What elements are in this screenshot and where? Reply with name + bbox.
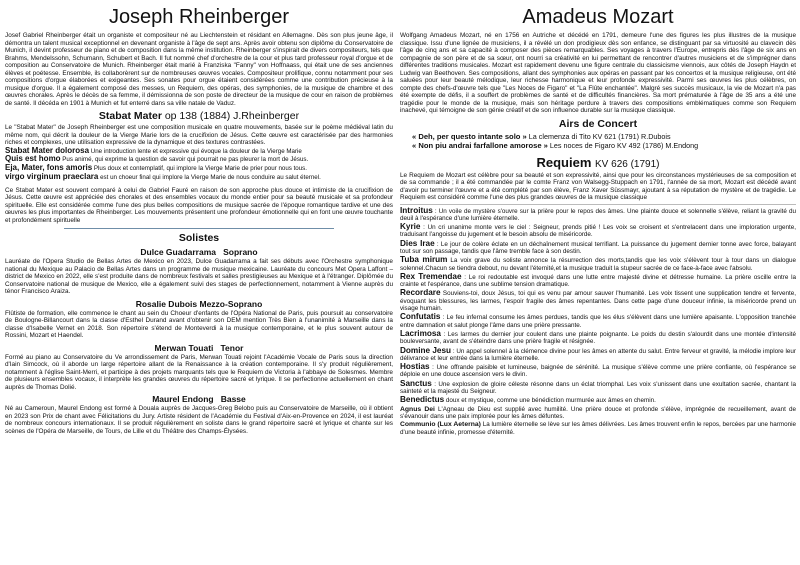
- movement-name: Dies Irae: [400, 238, 435, 248]
- requiem-movement: [400, 207, 796, 223]
- movement-desc: : Une explosion de gloire céleste résonne dans un éclat triomphal. Les voix s'unissent dans une exultation sacrée, chantant la sainteté et la majesté du Seigneur.: [400, 380, 796, 396]
- movement-name: Stabat Mater dolorosa: [5, 145, 90, 155]
- rheinberger-title: Joseph Rheinberger: [108, 6, 290, 28]
- soloist-bio: Formé au piano au Conservatoire du Ve arrondissement de Paris, Merwan Touati rejoint l'Académie Vocale de Paris sous la direction d'Iain Simcock, où il aborde un large répertoire allant de la Renaissance à la création contemporaine. Il s'y produit régulièrement, notamment à l'église Saint-Merri, et participe à des projets marquants tels que le Requiem de Victoria à l'abbaye de Solesmes. Membre de plusieurs ensembles vocaux, il interprète les grandes œuvres du répertoire sacré et lyrique. Il se perfectionne actuellement en chant auprès de Thomas Dolié.: [5, 353, 393, 391]
- movement-name: Recordare: [400, 288, 441, 298]
- movement-desc: Souviens-toi, doux Jésus, toi qui es venu par amour sauver l'humanité. Les voix tissent une supplication tendre et fervente, évoquant les blessures, les larmes, l'espoir fragile des âmes repentantes. Dans cette page d'une douceur infinie, la miséricorde prend un visage humain.: [400, 290, 796, 313]
- rheinberger-bio: Josef Gabriel Rheinberger était un organiste et compositeur né au Liechtenstein et résidant en Allemagne. Dès son plus jeune âge, il démontra un talent musical exceptionnel en devenant organiste à l'âge de sept ans. Après avoir obtenu son diplôme du Conservatoire de Munich, il devint professeur de piano et de composition dans la même institution. Rheinberger s'inspirait de divers compositeurs, tels que Brahms, Mendelssohn, Schumann, Schubert et Bach. Il fut nommé chef d'orchestre de la cour et plus tard professeur royal d'orgue et de composition au Conservatoire de Munich. Rheinberger était marié à Franziska "Fanny" von Hoffnaass, qui était une de ses anciennes élèves et poétesse. Ensemble, ils collaborèrent sur de nombreuses œuvres vocales. Compositeur prolifique, connu notamment pour ses compositions d'orgue élaborées et exigeantes. Ses sonates pour orgue étaient considérées comme une contribution précieuse à la musique d'orgue. Il a également composé des messes, un Requiem, des opéras, des symphonies, de la musique de chambre et des œuvres chorales. Après le décès de sa femme, il démissionna de son poste de directeur de la musique de cour en raison de problèmes de santé. Il décéda en 1901 à Munich et fut enterré dans sa ville natale de Vaduz.: [5, 32, 393, 107]
- requiem-movement: [400, 313, 796, 329]
- aria-title: « Deh, per questo intante solo »: [412, 131, 527, 141]
- soloist-name: Merwan Touati: [154, 342, 214, 353]
- movement-desc: : Une offrande paisible et lumineuse, baignée de sérénité. La musique s'élève comme une prière confiante, où l'espérance se déploie en une douce ascension vers le divin.: [400, 364, 796, 379]
- movement-name: Domine Jesu: [400, 345, 452, 355]
- soloist-voice: Soprano: [223, 247, 258, 258]
- soloist-bio: Né au Cameroun, Maurel Endong est formé à Douala auprès de Jacques-Greg Belobo puis au Conservatoire de Marseille, où il obtient en 2023 son Prix de chant avec Félicitations du Jury. Artiste résident de l'Académie du Festival d'Aix-en-Provence en 2024, il est lauréat de nombreux concours internationaux. Il se produit régulièrement en soliste dans le grand répertoire sacré et lyrique et chante sur les scènes de l'Opéra de Marseille, de Tours, de Lille et du Théâtre des Champs-Élysées.: [5, 405, 393, 435]
- mozart-title: Amadeus Mozart: [522, 6, 674, 28]
- airs-title: Airs de Concert: [558, 117, 638, 130]
- soloist-voice: Mezzo-Soprano: [199, 298, 263, 309]
- soloist-heading: [5, 343, 393, 353]
- requiem-movement: [400, 363, 796, 379]
- movement-desc: Plus doux et contemplatif, qui implore la Vierge Marie de prier pour nous tous.: [93, 165, 307, 173]
- movement-desc: Une introduction lente et expressive qui évoque la douleur de la Vierge Marie: [90, 147, 302, 155]
- movement-desc: doux et mystique, comme une bénédiction murmurée aux âmes en chemin.: [444, 397, 656, 405]
- rheinberger-column: [5, 4, 393, 435]
- soloist-name: Rosalie Dubois: [135, 298, 198, 309]
- movement-name: Communio (Lux Aeterna): [400, 421, 481, 429]
- mozart-bio: Wolfgang Amadeus Mozart, né en 1756 en Autriche et décédé en 1791, demeure l'une des figures les plus illustres de la musique classique. Issu d'une lignée de musiciens, il a révélé un don prodigieux dès son enfance, se distinguant par sa virtuosité au clavecin dès l'âge de cinq ans et sa capacité à composer des pièces remarquables. Ses voyages à travers l'Europe, entrepris dès l'âge de six ans en compagnie de son père et de sa sœur, ont nourri sa créativité en lui permettant de rencontrer d'autres musiciens et de s'imprégner dans différentes traditions musicales. Mozart est rapidement devenu une figure centrale du classicisme viennois, aux côtés de Joseph Haydn et Ludwig van Beethoven. Ses compositions, allant des symphonies aux opéras en passant par les concertos et la musique religieuse, ont été saluées pour leur beauté mélodique, leur richesse harmonique et leur profonde expressivité. Parmi ses œuvres les plus célèbres, on compte des chefs-d'œuvre tels que "Les Noces de Figaro" et "La Flûte enchantée". Malgré ses succès musicaux, la vie de Mozart n'a pas été exempte de défis, il a souffert de problèmes de santé et de difficultés financières. Sa mort prématurée à l'âge de 35 ans a été une tragédie pour le monde de la musique, mais son héritage perdure à travers des compositions emblématiques comme son Requiem inachevé, qui témoigne de son génie créatif et de son influence durable sur la musique classique.: [400, 32, 796, 114]
- stabat-title: Stabat Mater: [98, 110, 162, 122]
- movement-desc: : Les larmes du dernier jour coulent dans une plainte poignante. Le poids du destin s'alourdit dans une montée d'intensité bouleversante, avant de s'éteindre dans une prière fragile et résignée.: [400, 330, 796, 346]
- requiem-movement: [400, 223, 796, 239]
- movement-name: Hostias: [400, 362, 430, 372]
- aria-item: [412, 141, 796, 150]
- movement-name: Quis est homo: [5, 154, 61, 164]
- movement-name: Tuba mirum: [400, 255, 448, 265]
- aria-detail: Les noces de Figaro KV 492 (1786) M.Endong: [549, 140, 699, 150]
- movement-desc: : Le roi redoutable est invoqué dans une lutte entre majesté divine et détresse humaine. La prière oscille entre la crainte et l'espérance, dans une sublime tension dramatique.: [400, 273, 796, 289]
- stabat-movement: [5, 147, 393, 156]
- requiem-movement: [400, 396, 796, 404]
- requiem-title: Requiem: [536, 154, 592, 170]
- requiem-intro: Le Requiem de Mozart est célèbre pour sa beauté et son expressivité, ainsi que pour les circonstances mystérieuses de sa composition et de sa commande ; il a été commandée par le comte Franz von Walsegg-Stuppach en 1791, l'année de sa mort, Mozart est décédé avant d'avoir pu terminer l'œuvre et a été complété par son élève, Franz Xaver Süssmayr, ajoutant à sa réputation de mystère et de tragédie. Le Requiem est considéré comme l'une des plus grandes œuvres de la musique classique: [400, 171, 796, 201]
- movement-desc: : Un appel solennel à la clémence divine pour les âmes en attente du salut. Entre ferveur et gravité, la mélodie implore leur délivrance et leur entrée dans la lumière éternelle.: [400, 347, 796, 362]
- movement-name: Confutatis: [400, 312, 441, 322]
- requiem-movement: [400, 289, 796, 312]
- aria-item: [412, 132, 796, 141]
- soloist-name: Dulce Guadarrama: [140, 247, 216, 258]
- soloist-voice: Tenor: [220, 342, 244, 353]
- requiem-movement: [400, 347, 796, 363]
- movement-desc: Pus animé, qui exprime la question de savoir qui pourrait ne pas pleurer la mort de Jésus.: [62, 156, 309, 164]
- requiem-movement: [400, 240, 796, 256]
- stabat-heading: [5, 110, 393, 122]
- soloist-name: Maurel Endong: [152, 394, 214, 405]
- requiem-movement: [400, 273, 796, 289]
- soloist-heading: [5, 394, 393, 404]
- soloists-title: Solistes: [178, 232, 220, 245]
- movement-name: Lacrimosa: [400, 328, 441, 338]
- soloist-bio: Lauréate de l'Opera Studio de Bellas Artes de Mexico en 2023, Dulce Guadarrama a fait ses débuts avec l'Orchestre symphonique national du Mexique au Palacio de Bellas Artes dans un programme de musique mexicaine. Lauréate du concours Met Opera Laffont – district de Mexico en 2022, elle s'est produite dans de nombreux festivals et salles prestigieuses au Mexique et à l'étranger. Diplômée du Conservatoire national de musique de Mexico, elle a également suivi des stages de perfectionnement, notamment à Vienne auprès du ténor Francisco Araiza.: [5, 258, 393, 296]
- soloist-heading: [5, 299, 393, 309]
- requiem-movement: [400, 256, 796, 272]
- requiem-movement: [400, 380, 796, 396]
- stabat-intro: Le "Stabat Mater" de Joseph Rheinberger est une composition musicale en quatre mouvements, basée sur le poème médiéval latin du même nom, qui décrit la douleur de la Vierge Marie lors de la crucifixion de Jésus. Cette œuvre est caractérisée par des harmonies riches et complexes, une utilisation expressive de la dynamique et des textures contrastées.: [5, 124, 393, 146]
- movement-desc: La voix grave du soliste annonce la résurrection des morts,tandis que les voix s'élèvent tour à tour dans un dialogue solennel.Chacun se tiendra debout, nu devant l'éternité,et la musique traduit la stupeur sacrée de ce face-à-face avec l'absolu.: [400, 257, 796, 272]
- movement-desc: L'Agneau de Dieu est supplié avec humilité. Une prière douce et profonde s'élève, imprégnée de recueillement, avant de s'évanouir dans une paix implorée pour les âmes défuntes.: [400, 405, 796, 420]
- stabat-subtitle: op 138 (1884) J.Rheinberger: [164, 110, 300, 122]
- movement-name: Rex Tremendae: [400, 271, 462, 281]
- mozart-column: [400, 4, 796, 437]
- movement-name: virgo virginum praeclara: [5, 171, 99, 181]
- soloist-bio: Flûtiste de formation, elle commence le chant au sein du Choeur d'enfants de l'Opéra National de Paris, puis poursuit au conservatoire de Boulogne-Billancourt dans la classe d'Esthel Durand avant d'obtenir son DEM mention Très Bien à l'unanimité à Marseille dans la classe d'Isabelle Vernet en 2018. Son répertoire s'étend de Monteverdi à la musique contemporaine, et le plus souvent autour de Rossini, Mozart et Haendel.: [5, 309, 393, 340]
- divider: [400, 204, 796, 205]
- aria-detail: La clemenza di Tito KV 621 (1791) R.Dubois: [528, 131, 671, 141]
- movement-name: Sanctus: [400, 378, 432, 388]
- movement-desc: est un choeur final qui implore la Vierge Marie de nous conduire au salut éternel.: [100, 173, 321, 181]
- movement-desc: : Le jour de colère éclate en un déchaînement musical terrifiant. La puissance du jugement dernier tonne avec force, balayant tout sur son passage, tandis que l'âme tremble face à son destin.: [400, 240, 796, 255]
- requiem-movement: [400, 406, 796, 421]
- requiem-movement: [400, 330, 796, 346]
- requiem-heading: [400, 155, 796, 170]
- stabat-movement: [5, 173, 393, 182]
- movement-desc: : Le feu infernal consume les âmes perdues, tandis que les élus s'élèvent dans une lumière apaisante. L'opposition tranchée entre damnation et salut plonge l'âme dans une prière pressante.: [400, 314, 796, 329]
- movement-desc: : Un voile de mystère s'ouvre sur la prière pour le repos des âmes. Une plainte douce et solennelle s'élève, reliant la gravité du deuil à l'espérance d'une lumière éternelle.: [400, 207, 796, 222]
- divider: [64, 228, 334, 229]
- requiem-subtitle: KV 626 (1791): [595, 158, 660, 170]
- movement-name: Agnus Dei: [400, 405, 435, 413]
- soloist-heading: [5, 247, 393, 257]
- movement-desc: : Un cri unanime monte vers le ciel : Seigneur, prends pitié ! Les voix se croisent et s'entrelacent dans une imploration urgente, traduisant l'angoisse du jugement et le besoin absolu de miséricorde.: [400, 224, 796, 239]
- requiem-movement: [400, 421, 796, 436]
- aria-title: « Non piu andrai farfallone amorose »: [412, 140, 548, 150]
- soloist-voice: Basse: [220, 394, 246, 405]
- movement-name: Kyrie: [400, 222, 421, 232]
- movement-name: Introitus: [400, 205, 433, 215]
- stabat-outro: Ce Stabat Mater est souvent comparé à celui de Gabriel Fauré en raison de son approche plus douce et intimiste de la crucifixion de Jésus. Cette œuvre est appréciée des chorales et des ensembles vocaux du monde entier pour sa beauté musicale et sa profondeur spirituelle. Elle est considérée comme l'une des plus belles compositions de musique sacrée de l'époque romantique tardive et une des œuvres les plus importantes de Rheinberger. Les mouvements présentent une profondeur émotionnelle qui en font une œuvre touchante et profondément spirituelle: [5, 186, 393, 224]
- movement-desc: La lumière éternelle se lève sur les âmes délivrées. Les âmes trouvent enfin le repos, bercées par une harmonie d'une beauté infinie, promesse d'éternité.: [400, 421, 797, 436]
- movement-name: Eja, Mater, fons amoris: [5, 163, 93, 173]
- movement-name: Benedictus: [400, 395, 445, 405]
